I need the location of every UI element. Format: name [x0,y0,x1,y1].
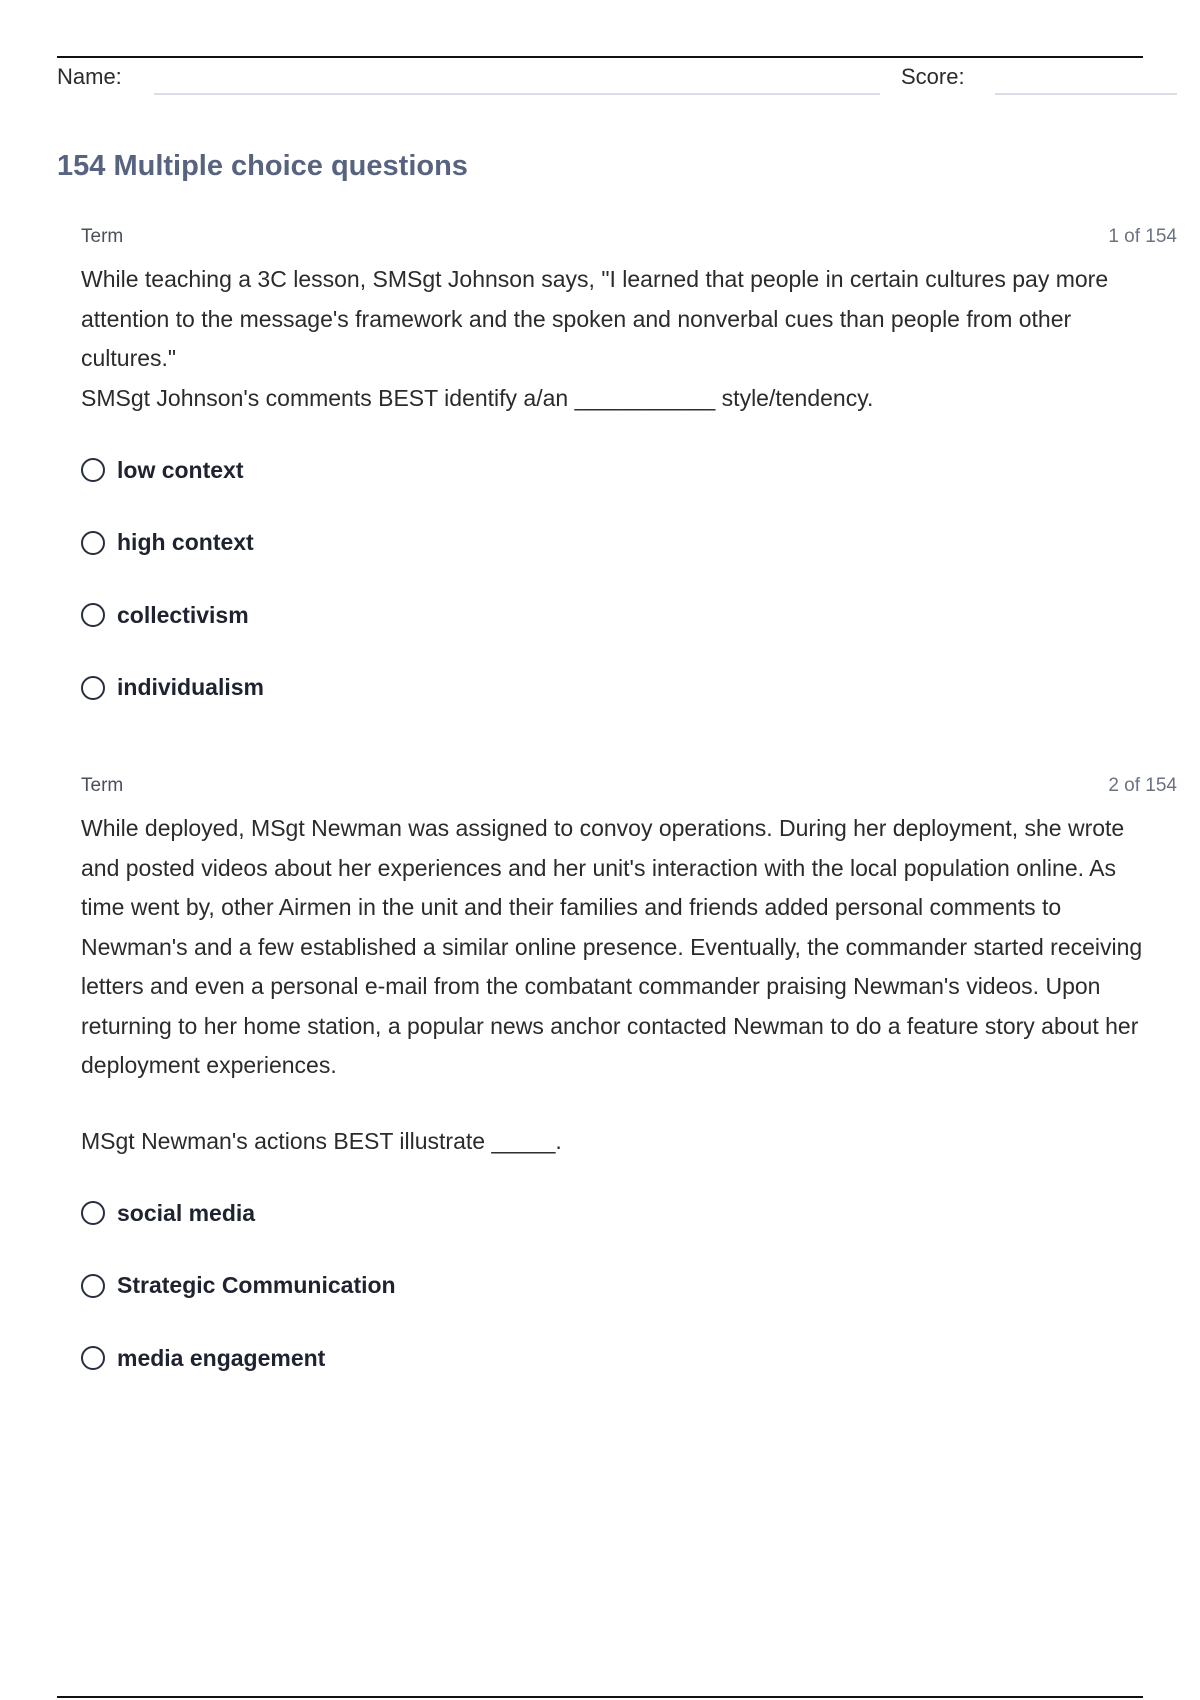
bottom-divider [57,1696,1143,1698]
score-field[interactable] [995,93,1177,95]
question-prompt: While teaching a 3C lesson, SMSgt Johnson says, "I learned that people in certain cultures pay more attention to the message's framework and the spoken and nonverbal cues than people from other cultures." SMSgt Johnson's comments BEST identify a/an ___________ style/tendency. [81,266,1109,411]
radio-icon[interactable] [81,603,105,627]
radio-icon[interactable] [81,531,105,555]
option-label: individualism [117,674,264,701]
answer-option[interactable] [81,1322,1177,1395]
question-1 [81,226,1177,724]
page-title: 154 Multiple choice questions [57,150,468,182]
name-field[interactable] [154,93,880,95]
answer-options [81,434,1177,724]
question-counter: 2 of 154 [1108,775,1177,796]
answer-options [81,1177,1177,1395]
option-label: collectivism [117,601,249,628]
answer-option[interactable] [81,579,1177,652]
question-header [81,226,1177,248]
option-label: social media [117,1199,256,1226]
option-label: Strategic Communication [117,1272,396,1299]
term-label: Term [81,226,124,247]
question-header [81,775,1177,797]
answer-option[interactable] [81,652,1177,725]
radio-icon[interactable] [81,458,105,482]
question-prompt: While deployed, MSgt Newman was assigned to convoy operations. During her deployment, she wrote and posted videos about her experiences and her unit's interaction with the local population online. As time went by, other Airmen in the unit and their families and friends added personal comments to Newman's and a few established a similar online presence. Eventually, the commander started receiving letters and even a personal e-mail from the combatant commander praising Newman's videos. Upon returning to her home station, a popular news anchor contacted Newman to do a feature story about her deployment experiences. [81,815,1143,1078]
question-2 [81,775,1177,1395]
radio-icon[interactable] [81,676,105,700]
option-label: low context [117,456,244,483]
radio-icon[interactable] [81,1346,105,1370]
answer-option[interactable] [81,1250,1177,1323]
answer-option[interactable] [81,507,1177,580]
radio-icon[interactable] [81,1201,105,1225]
answer-option[interactable] [81,1177,1177,1250]
option-label: high context [117,529,254,556]
question-counter: 1 of 154 [1108,226,1177,247]
radio-icon[interactable] [81,1274,105,1298]
term-label: Term [81,775,124,796]
score-label: Score: [901,64,965,89]
answer-option[interactable] [81,434,1177,507]
top-divider [57,56,1143,58]
question-prompt-followup: MSgt Newman's actions BEST illustrate _____. [81,1127,562,1154]
option-label: media engagement [117,1344,326,1371]
name-label: Name: [57,64,122,89]
